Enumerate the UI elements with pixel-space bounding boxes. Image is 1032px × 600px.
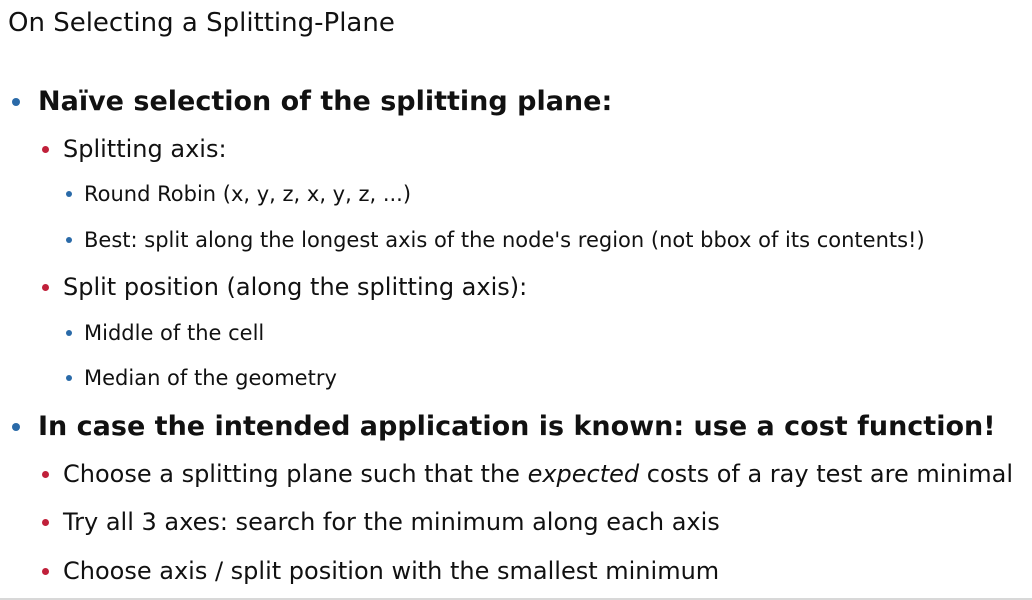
- emphasis-expected: expected: [527, 460, 640, 488]
- bullet-dot-icon: [66, 375, 72, 381]
- text-after: costs of a ray test are minimal: [639, 460, 1014, 488]
- bullet-choose-axis: [42, 557, 719, 585]
- bullet-choose-plane: [42, 460, 1013, 488]
- bullet-dot-icon: [42, 284, 49, 291]
- bullet-dot-icon: [42, 519, 49, 526]
- bullet-text: Best: split along the longest axis of the node's region (not bbox of its contents!): [84, 228, 925, 252]
- bullet-dot-icon: [42, 146, 49, 153]
- bullet-cost-function: [12, 411, 996, 442]
- bullet-dot-icon: [66, 237, 72, 243]
- bullet-dot-icon: [66, 191, 72, 197]
- bullet-dot-icon: [66, 330, 72, 336]
- bullet-split-position: [42, 273, 527, 301]
- bullet-dot-icon: [12, 98, 20, 106]
- bullet-text: Naïve selection of the splitting plane:: [38, 86, 613, 117]
- bullet-dot-icon: [42, 568, 49, 575]
- bullet-median-geometry: [66, 366, 337, 390]
- bullet-middle-of-cell: [66, 321, 264, 345]
- slide-title: On Selecting a Splitting-Plane: [8, 8, 395, 38]
- bullet-text: In case the intended application is known: use a cost function!: [38, 411, 996, 442]
- bullet-splitting-axis: [42, 135, 227, 163]
- bullet-dot-icon: [42, 471, 49, 478]
- text-before: Choose a splitting plane such that the: [63, 460, 528, 488]
- bullet-text: Choose axis / split position with the smallest minimum: [63, 557, 720, 585]
- bullet-text: [63, 460, 1013, 488]
- bullet-try-axes: [42, 508, 720, 536]
- bullet-text: Split position (along the splitting axis):: [63, 273, 528, 301]
- bullet-text: Median of the geometry: [84, 366, 337, 390]
- bullet-dot-icon: [12, 423, 20, 431]
- bullet-text: Middle of the cell: [84, 321, 265, 345]
- bullet-best-axis: [66, 228, 925, 252]
- bullet-text: Splitting axis:: [63, 135, 227, 163]
- bullet-naive-selection: [12, 86, 612, 117]
- bullet-round-robin: [66, 182, 411, 206]
- bullet-text: Round Robin (x, y, z, x, y, z, ...): [84, 182, 412, 206]
- bullet-text: Try all 3 axes: search for the minimum along each axis: [63, 508, 720, 536]
